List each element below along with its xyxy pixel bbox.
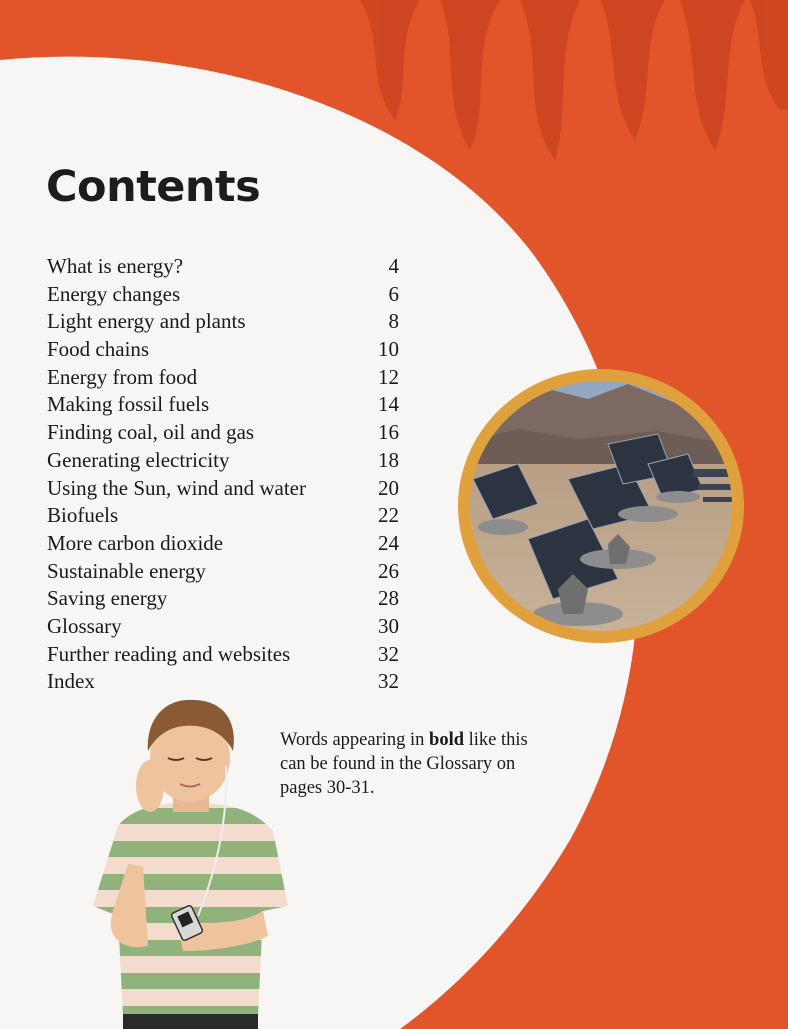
page-title: Contents bbox=[46, 162, 261, 212]
toc-entry-label: Biofuels bbox=[47, 503, 119, 528]
toc-entry-label: Light energy and plants bbox=[47, 309, 246, 334]
toc-entry-label: More carbon dioxide bbox=[47, 530, 224, 555]
toc-entry-page-number: 10 bbox=[378, 337, 399, 362]
boy-photo-image bbox=[88, 696, 298, 1029]
toc-entry-page-number: 14 bbox=[378, 392, 399, 417]
toc-entry[interactable] bbox=[47, 475, 407, 503]
toc-entry-page-number: 30 bbox=[378, 613, 399, 638]
toc-entry[interactable] bbox=[47, 613, 407, 641]
toc-entry-page-number: 26 bbox=[378, 558, 399, 583]
glossary-note bbox=[280, 728, 530, 800]
toc-entry[interactable] bbox=[47, 419, 407, 447]
toc-entry-page-number: 8 bbox=[388, 309, 399, 334]
solar-panel-photo-image bbox=[458, 369, 744, 643]
glossary-note-text-end: like this can be found in the Glossary on pages 30-31. bbox=[280, 730, 528, 798]
glossary-note-bold-word: bold bbox=[429, 730, 465, 750]
table-of-contents bbox=[47, 253, 407, 696]
toc-entry-label: Finding coal, oil and gas bbox=[47, 420, 255, 445]
toc-entry-label: Energy changes bbox=[47, 281, 181, 306]
toc-entry[interactable] bbox=[47, 585, 407, 613]
toc-entry[interactable] bbox=[47, 502, 407, 530]
toc-entry-page-number: 32 bbox=[378, 641, 399, 666]
toc-entry[interactable] bbox=[47, 308, 407, 336]
boy-with-music-player-photo bbox=[88, 696, 298, 1029]
toc-entry-label: Generating electricity bbox=[47, 447, 230, 472]
toc-entry[interactable] bbox=[47, 558, 407, 586]
glossary-note-text-start: Words appearing in bbox=[280, 730, 430, 750]
toc-entry-label: What is energy? bbox=[47, 254, 184, 278]
toc-entry-page-number: 18 bbox=[378, 447, 399, 472]
toc-entry[interactable] bbox=[47, 530, 407, 558]
toc-entry[interactable] bbox=[47, 391, 407, 419]
toc-entry-page-number: 20 bbox=[378, 475, 399, 500]
toc-entry-page-number: 12 bbox=[378, 364, 399, 389]
toc-entry-label: Using the Sun, wind and water bbox=[47, 475, 306, 500]
toc-entry[interactable] bbox=[47, 668, 407, 696]
toc-entry[interactable] bbox=[47, 253, 407, 281]
toc-entry-page-number: 28 bbox=[378, 586, 399, 611]
toc-entry-label: Glossary bbox=[47, 613, 122, 638]
solar-panel-photo bbox=[458, 369, 744, 643]
toc-entry[interactable] bbox=[47, 364, 407, 392]
toc-entry-page-number: 4 bbox=[388, 254, 399, 278]
toc-entry-label: Index bbox=[47, 669, 95, 694]
toc-entry-label: Further reading and websites bbox=[47, 641, 291, 666]
toc-entry-page-number: 22 bbox=[378, 503, 399, 528]
toc-entry-page-number: 16 bbox=[378, 420, 399, 445]
toc-entry-page-number: 6 bbox=[388, 281, 399, 306]
toc-entry-label: Making fossil fuels bbox=[47, 392, 210, 417]
toc-entry[interactable] bbox=[47, 447, 407, 475]
toc-entry-page-number: 24 bbox=[378, 530, 399, 555]
toc-entry-label: Food chains bbox=[47, 337, 150, 362]
toc-entry[interactable] bbox=[47, 641, 407, 669]
toc-entry[interactable] bbox=[47, 336, 407, 364]
toc-entry-page-number: 32 bbox=[378, 669, 399, 694]
toc-entry-label: Saving energy bbox=[47, 586, 168, 611]
toc-entry[interactable] bbox=[47, 281, 407, 309]
toc-entry-label: Sustainable energy bbox=[47, 558, 206, 583]
toc-entry-label: Energy from food bbox=[47, 364, 198, 389]
